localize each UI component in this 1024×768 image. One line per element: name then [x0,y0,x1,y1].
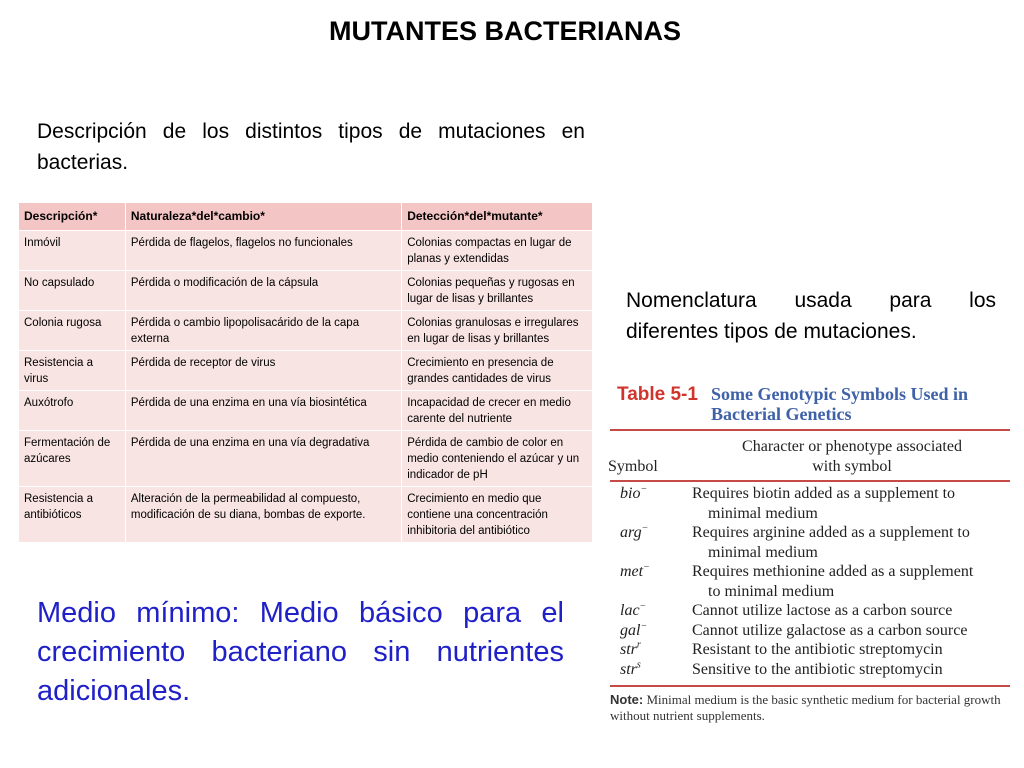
cell-naturaleza: Pérdida de receptor de virus [125,351,401,391]
note-label: Note: [610,692,644,707]
cell-naturaleza: Pérdida de una enzima en una vía degradativa [125,431,401,487]
genotypic-symbols-figure [606,372,1010,728]
cell-naturaleza: Pérdida de flagelos, flagelos no funcionales [125,231,401,271]
column-header-character: Character or phenotype associated with symbol [742,438,962,475]
slide-title: MUTANTES BACTERIANAS [329,16,681,46]
list-item [606,562,1010,601]
header-naturaleza: Naturaleza*del*cambio* [125,203,401,231]
phenotype-description: Resistant to the antibiotic streptomycin [692,641,943,658]
phenotype-description: Cannot utilize galactose as a carbon source [692,621,968,639]
phenotype-description: Requires arginine added as a supplement to minimal medium [692,524,970,561]
divider [610,685,1010,687]
cell-naturaleza: Pérdida o modificación de la cápsula [125,271,401,311]
cell-deteccion: Pérdida de cambio de color en medio conteniendo el azúcar y un indicador de pH [402,431,593,487]
genotype-symbol: arg− [620,522,649,541]
cell-naturaleza: Pérdida de una enzima en una vía biosintética [125,391,401,431]
cell-descripcion: No capsulado [19,271,126,311]
cell-deteccion: Crecimiento en presencia de grandes cantidades de virus [402,351,593,391]
genotype-symbol: lac− [620,600,647,619]
list-item [606,484,1010,523]
divider [610,480,1010,482]
table-row [19,271,593,311]
table-row [19,231,593,271]
cell-descripcion: Resistencia a antibióticos [19,487,126,543]
cell-descripcion: Fermentación de azúcares [19,431,126,487]
phenotype-description: Requires methionine added as a supplement to minimal medium [692,563,974,600]
cell-deteccion: Incapacidad de crecer en medio carente del nutriente [402,391,593,431]
mutations-table [18,202,593,543]
cell-deteccion: Colonias compactas en lugar de planas y extendidas [402,231,593,271]
symbol-list [606,484,1010,679]
nomenclature-text: Nomenclatura usada para los diferentes tipos de mutaciones. [626,289,996,343]
cell-deteccion: Colonias granulosas e irregulares en lugar de lisas y brillantes [402,311,593,351]
header-descripcion: Descripción* [19,203,126,231]
table-header-row [19,203,593,231]
cell-deteccion: Crecimiento en medio que contiene una concentración inhibitoria del antibiótico [402,487,593,543]
list-item [606,660,1010,680]
list-item [606,640,1010,660]
phenotype-description: Cannot utilize lactose as a carbon source [692,602,953,619]
phenotype-description: Requires biotin added as a supplement to minimal medium [692,485,956,522]
genotype-symbol: str$^r$ [620,639,641,658]
cell-descripcion: Colonia rugosa [19,311,126,351]
column-header-symbol: Symbol [608,458,658,475]
cell-descripcion: Resistencia a virus [19,351,126,391]
table-note [610,692,1010,724]
cell-naturaleza: Alteración de la permeabilidad al compuesto, modificación de su diana, bombas de exporte. [125,487,401,543]
table-row [19,487,593,543]
table-row [19,351,593,391]
list-item [606,523,1010,562]
list-item [606,621,1010,641]
genotype-symbol: str$^s$ [620,659,641,678]
genotype-symbol: gal− [620,620,648,639]
cell-descripcion: Inmóvil [19,231,126,271]
list-item [606,601,1010,621]
divider [610,429,1010,431]
table-row [19,391,593,431]
intro-text: Descripción de los distintos tipos de mutaciones en bacterias. [37,120,585,174]
table-row [19,431,593,487]
table-caption: Some Genotypic Symbols Used in Bacterial Genetics [711,384,969,424]
cell-naturaleza: Pérdida o cambio lipopolisacárido de la capa externa [125,311,401,351]
genotype-symbol: bio− [620,483,648,502]
phenotype-description: Sensitive to the antibiotic streptomycin [692,660,943,678]
note-text: Minimal medium is the basic synthetic medium for bacterial growth without nutrient supplements. [610,692,1001,723]
header-deteccion: Detección*del*mutante* [402,203,593,231]
table-number: Table 5-1 [617,384,698,405]
minimal-medium-definition: Medio mínimo: Medio básico para el crecimiento bacteriano sin nutrientes adicionales. [37,597,564,707]
genotype-symbol: met− [620,561,650,580]
cell-deteccion: Colonias pequeñas y rugosas en lugar de lisas y brillantes [402,271,593,311]
cell-descripcion: Auxótrofo [19,391,126,431]
table-row [19,311,593,351]
